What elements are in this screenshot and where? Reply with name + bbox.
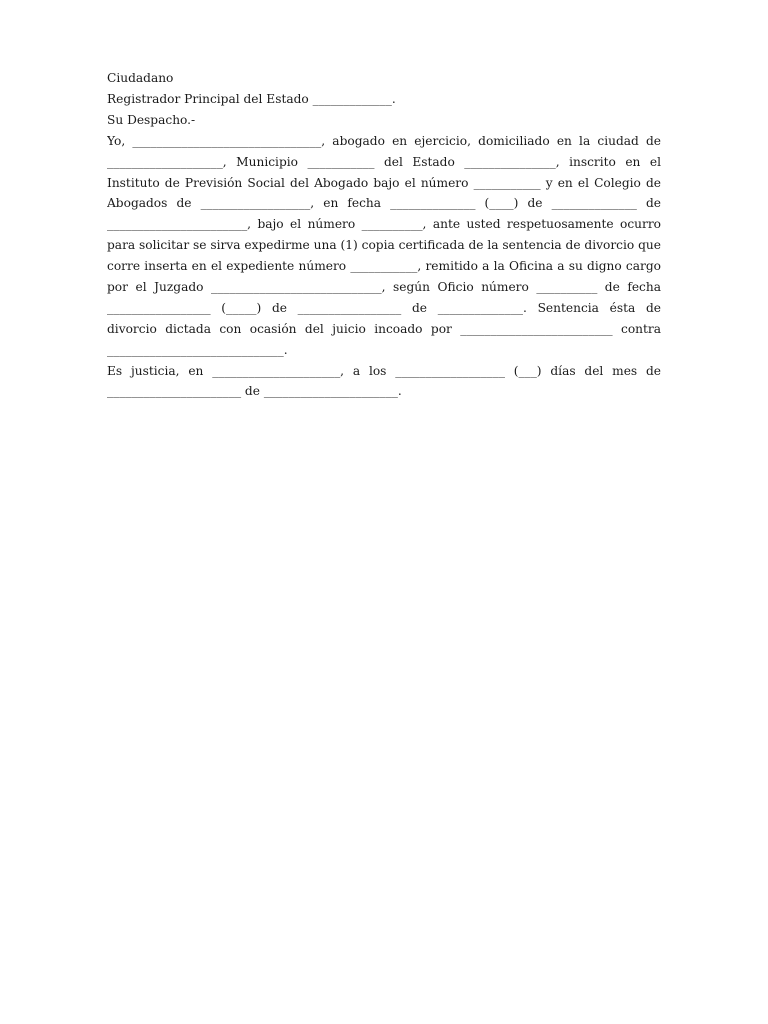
body-line: por el Juzgado ____________________________, según Oficio número __________ de fecha — [107, 279, 661, 294]
body-line: corre inserta en el expediente número ___________, remitido a la Oficina a su digno cargo — [107, 259, 661, 274]
body-line: _________________ (_____) de _________________ de ______________. Sentencia ésta de — [107, 300, 661, 315]
request-letter — [107, 68, 661, 402]
body-line: Abogados de __________________, en fecha ______________ (____) de ______________ de — [107, 196, 661, 211]
closing-line: ______________________ de ______________________. — [107, 384, 402, 399]
closing-paragraph — [107, 361, 661, 403]
addressee-closing: Su Despacho.- — [107, 112, 196, 127]
body-line: ___________________, Municipio ___________ del Estado _______________, inscrito en el — [107, 154, 661, 169]
body-line: _______________________, bajo el número __________, ante usted respetuosamente ocurro — [107, 217, 661, 232]
addressee-title: Ciudadano — [107, 71, 174, 85]
addressee-office: Registrador Principal del Estado _____________. — [107, 91, 396, 106]
closing-line: Es justicia, en _____________________, a los __________________ (___) días del mes de — [107, 363, 661, 378]
body-line: divorcio dictada con ocasión del juicio incoado por _________________________ contra — [107, 321, 661, 336]
body-line: Yo, _______________________________, abogado en ejercicio, domiciliado en la ciudad de — [107, 133, 661, 148]
request-body-paragraph — [107, 131, 661, 361]
body-line: Instituto de Previsión Social del Abogado bajo el número ___________ y en el Colegio de — [107, 175, 661, 190]
body-line: _____________________________. — [107, 342, 288, 357]
body-line: para solicitar se sirva expedirme una (1) copia certificada de la sentencia de divorcio que — [107, 238, 661, 253]
